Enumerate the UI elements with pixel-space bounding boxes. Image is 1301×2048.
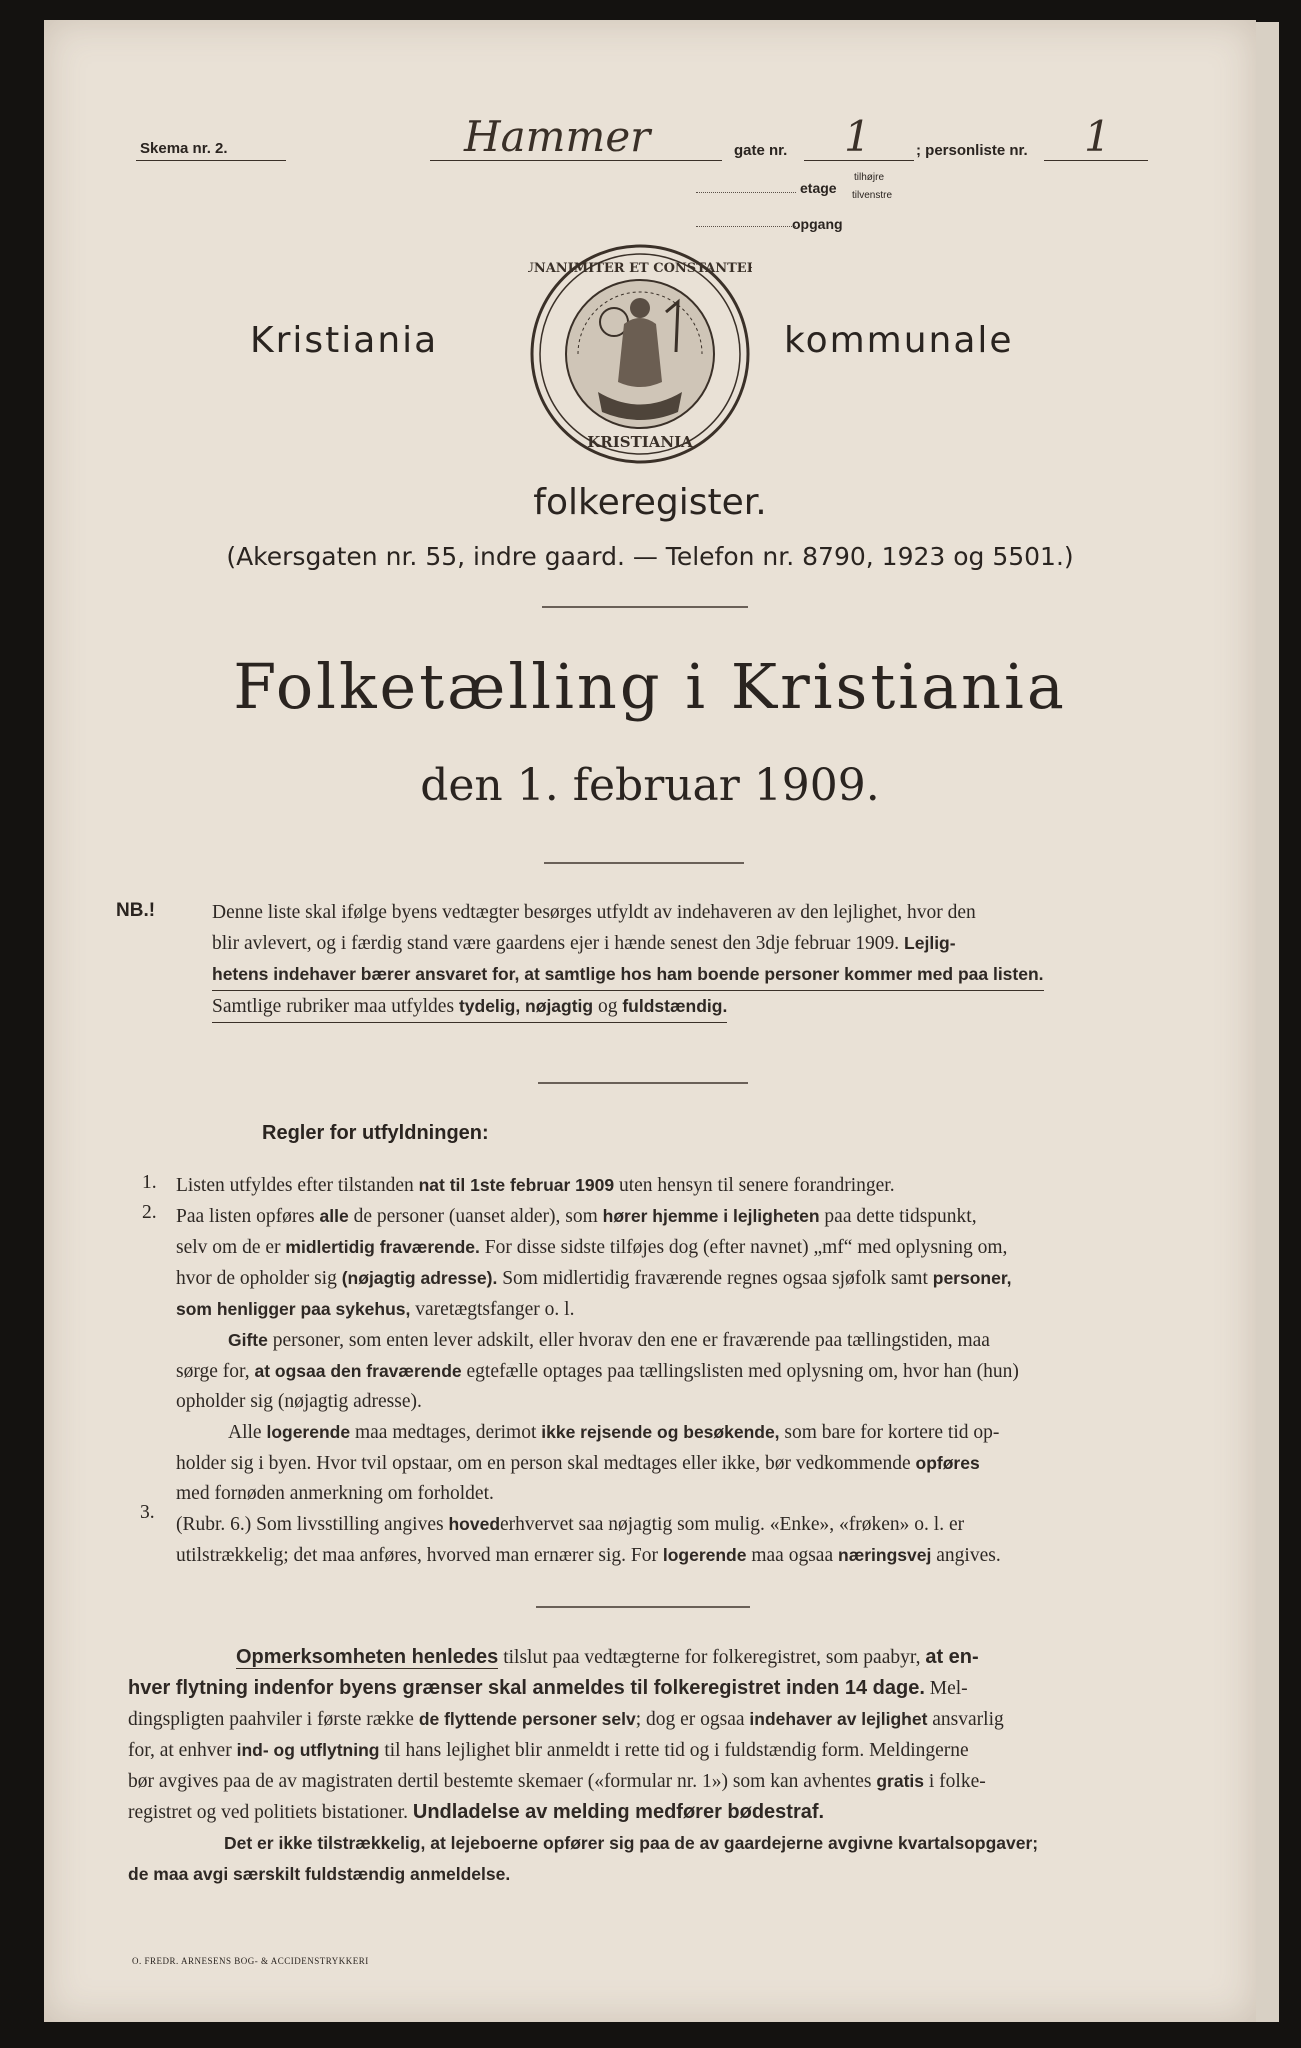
notice-line-5: [128, 1766, 1214, 1797]
r3l2e: angives.: [936, 1545, 1001, 1566]
rule-1-line: [176, 1170, 1216, 1201]
r3l2b: logerende: [662, 1545, 747, 1565]
r2l4a: som henligger paa sykehus,: [176, 1299, 411, 1319]
notice-line-8: [128, 1859, 1214, 1890]
r1a: Listen utfyldes efter tilstanden: [176, 1175, 414, 1196]
notice-l2a: hver flytning indenfor byens grænser skal anmeldes til folkeregistret inden 14 dage.: [128, 1677, 925, 1699]
notice-l6b: Undladelse av melding medfører bødestraf.: [412, 1801, 825, 1823]
r2l1c: de personer (uanset alder), som: [353, 1206, 598, 1227]
rule-2-line-8: [176, 1417, 1216, 1448]
r2l6b: at ogsaa den fraværende: [254, 1361, 462, 1381]
r1c: uten hensyn til senere forandringer.: [618, 1175, 895, 1196]
r3l2d: næringsvej: [838, 1545, 932, 1565]
notice-l3b: de flyttende personer selv: [418, 1709, 636, 1729]
city-seal-icon: [528, 242, 752, 466]
notice-l1b: tilslut paa vedtægterne for folkeregistret, som paabyr,: [503, 1647, 921, 1668]
census-form-page: [44, 20, 1256, 2022]
notice-l4b: ind- og utflytning: [236, 1740, 380, 1760]
svg-text:UNANIMITER ET CONSTANTER: UNANIMITER ET CONSTANTER: [528, 261, 752, 276]
rule-2-line-2: [176, 1232, 1216, 1263]
notice-paragraph: [128, 1642, 1214, 1890]
rule-2-line-6: [176, 1356, 1216, 1387]
r2l1d: hører hjemme i lejligheten: [602, 1206, 820, 1226]
divider-1: [542, 606, 748, 608]
notice-line-1: [128, 1642, 1214, 1673]
kristiania-word: Kristiania: [250, 320, 439, 361]
personliste-label: ; personliste nr.: [916, 142, 1028, 159]
nb-line-4d: fuldstændig.: [622, 996, 728, 1016]
rule-2-line-1: [176, 1201, 1216, 1232]
rule-3-number: 3.: [140, 1502, 155, 1523]
rule-2-line-7: opholder sig (nøjagtig adresse).: [176, 1391, 422, 1412]
rules-body: [176, 1170, 1216, 1571]
schema-underline: [136, 160, 286, 161]
r2l5b: personer, som enten lever adskilt, eller hvorav den ene er fraværende paa tællingstiden, maa: [272, 1330, 990, 1351]
notice-line-7: [128, 1828, 1214, 1859]
street-handwritten: Hammer: [464, 112, 651, 161]
r2l1b: alle: [319, 1206, 349, 1226]
r1b: nat til 1ste februar 1909: [418, 1175, 615, 1195]
rules-heading: Regler for utfyldningen:: [262, 1122, 489, 1144]
notice-l3c: ; dog er ogsaa: [635, 1709, 745, 1730]
r2l1a: Paa listen opføres: [176, 1206, 315, 1227]
divider-4: [536, 1606, 750, 1608]
nb-line-2: [212, 928, 1162, 959]
notice-l1c: at en-: [925, 1646, 979, 1668]
notice-line-2: [128, 1673, 1214, 1704]
nb-line-2b: Lejlig-: [904, 933, 956, 953]
r2l5a: Gifte: [228, 1330, 268, 1350]
rule-1-number: 1.: [142, 1172, 157, 1193]
r2l3b: (nøjagtig adresse).: [341, 1268, 498, 1288]
notice-l8: de maa avgi særskilt fuldstændig anmeldelse.: [128, 1864, 511, 1884]
svg-text:KRISTIANIA: KRISTIANIA: [587, 433, 693, 451]
nb-line-4b: tydelig, nøjagtig: [458, 996, 594, 1016]
r2l2a: selv om de er: [176, 1237, 281, 1258]
notice-l3d: indehaver av lejlighet: [749, 1709, 928, 1729]
gate-number-handwritten: 1: [844, 112, 871, 161]
etage-dotline: [696, 192, 796, 193]
r2l3d: personer,: [932, 1268, 1012, 1288]
nb-line-4c: og: [597, 996, 618, 1017]
rule-2-line-10: med fornøden anmerkning om forholdet.: [176, 1483, 494, 1504]
opgang-dotline: [696, 226, 796, 227]
kommunale-word: kommunale: [784, 320, 1014, 361]
personliste-number-handwritten: 1: [1084, 112, 1111, 161]
r3l1a: (Rubr. 6.) Som livsstilling angives: [176, 1514, 449, 1535]
rule-2-line-5: [176, 1325, 1216, 1356]
opgang-label: opgang: [792, 216, 843, 232]
notice-line-4: [128, 1735, 1214, 1766]
r2l2c: For disse sidste tilføjes dog (efter navnet) „mf“ med oplysning om,: [484, 1237, 1008, 1258]
rule-3-line-1: [176, 1509, 1216, 1540]
r2l8b: logerende: [266, 1422, 351, 1442]
r2l9b: opføres: [915, 1453, 980, 1473]
address-line: (Akersgaten nr. 55, indre gaard. — Telefon nr. 8790, 1923 og 5501.): [226, 542, 1074, 571]
notice-l4c: til hans lejlighet blir anmeldt i rette tid og i fuldstændig form. Meldingerne: [384, 1740, 969, 1761]
notice-l5b: gratis: [876, 1771, 924, 1791]
nb-line-3: [212, 959, 1044, 991]
notice-l5a: bør avgives paa de av magistraten dertil bestemte skemaer («formular nr. 1») som kan avhentes: [128, 1771, 872, 1792]
folkeregister-word: folkeregister.: [533, 482, 767, 523]
nb-line-3-text: hetens indehaver bærer ansvaret for, at samtlige hos ham boende personer kommer med paa listen.: [212, 964, 1044, 984]
notice-l6a: registret og ved politiets bistationer.: [128, 1802, 408, 1823]
notice-l2b: Mel-: [929, 1678, 968, 1699]
r2l8a: Alle: [228, 1422, 262, 1443]
r2l8d: ikke rejsende og besøkende,: [541, 1422, 780, 1442]
gate-nr-label: gate nr.: [734, 142, 788, 159]
notice-l5c: i folke-: [928, 1771, 986, 1792]
r2l9a: holder sig i byen. Hvor tvil opstaar, om en person skal medtages eller ikke, bør vedkommende: [176, 1453, 911, 1474]
nb-marker: NB.!: [116, 900, 156, 921]
r3l2c: maa ogsaa: [751, 1545, 834, 1566]
page-subtitle: den 1. februar 1909.: [420, 760, 880, 811]
nb-line-4a: Samtlige rubriker maa utfyldes: [212, 996, 455, 1017]
rule-2-line-3: [176, 1263, 1216, 1294]
rule-2-number: 2.: [142, 1202, 157, 1223]
page-title: Folketælling i Kristiania: [233, 650, 1067, 723]
r2l3c: Som midlertidig fraværende regnes ogsaa sjøfolk samt: [502, 1268, 928, 1289]
divider-2: [544, 862, 744, 864]
nb-line-2a: blir avlevert, og i færdig stand være gaardens ejer i hænde senest den 3dje februar 1909.: [212, 933, 900, 954]
rule-3-line-2: [176, 1540, 1216, 1571]
rule-2-line-4: [176, 1294, 1216, 1325]
divider-3: [538, 1082, 748, 1084]
nb-line-1: Denne liste skal ifølge byens vedtægter besørges utfyldt av indehaveren av den lejlighet, hvor den: [212, 902, 976, 923]
notice-line-3: [128, 1704, 1214, 1735]
nb-line-4: [212, 991, 727, 1023]
r2l3a: hvor de opholder sig: [176, 1268, 337, 1289]
schema-label: Skema nr. 2.: [140, 140, 228, 157]
r2l6c: egtefælle optages paa tællingslisten med oplysning om, hvor han (hun): [466, 1361, 1019, 1382]
r3l1c: erhvervet saa nøjagtig som mulig. «Enke», «frøken» o. l. er: [500, 1514, 965, 1535]
notice-l1a: Opmerksomheten henledes: [236, 1646, 499, 1668]
r2l8c: maa medtages, derimot: [354, 1422, 537, 1443]
notice-l3e: ansvarlig: [932, 1709, 1004, 1730]
notice-l4a: for, at enhver: [128, 1740, 232, 1761]
r2l2b: midlertidig fraværende.: [285, 1237, 480, 1257]
r3l1b: hoved: [448, 1514, 501, 1534]
notice-line-6: [128, 1797, 1214, 1828]
nb-paragraph: [212, 898, 1162, 1023]
notice-l3a: dingspligten paahviler i første række: [128, 1709, 414, 1730]
schema-number: [140, 140, 228, 157]
tilvenstre-label: tilvenstre: [852, 190, 893, 201]
tilhoire-label: tilhøjre: [854, 172, 885, 183]
r3l2a: utilstrækkelig; det maa anføres, hvorved man ernærer sig. For: [176, 1545, 658, 1566]
r2l1e: paa dette tidspunkt,: [824, 1206, 977, 1227]
r2l6a: sørge for,: [176, 1361, 250, 1382]
rule-2-line-9: [176, 1448, 1216, 1479]
r2l8e: som bare for kortere tid op-: [784, 1422, 1000, 1443]
r2l4b: varetægtsfanger o. l.: [415, 1299, 575, 1320]
notice-l7: Det er ikke tilstrækkelig, at lejeboerne opfører sig paa de av gaardejerne avgivne kvartalsopgaver;: [224, 1833, 1039, 1853]
etage-label: etage: [800, 180, 837, 196]
printer-imprint: O. FREDR. ARNESENS BOG- & ACCIDENSTRYKKERI: [132, 1956, 369, 1966]
